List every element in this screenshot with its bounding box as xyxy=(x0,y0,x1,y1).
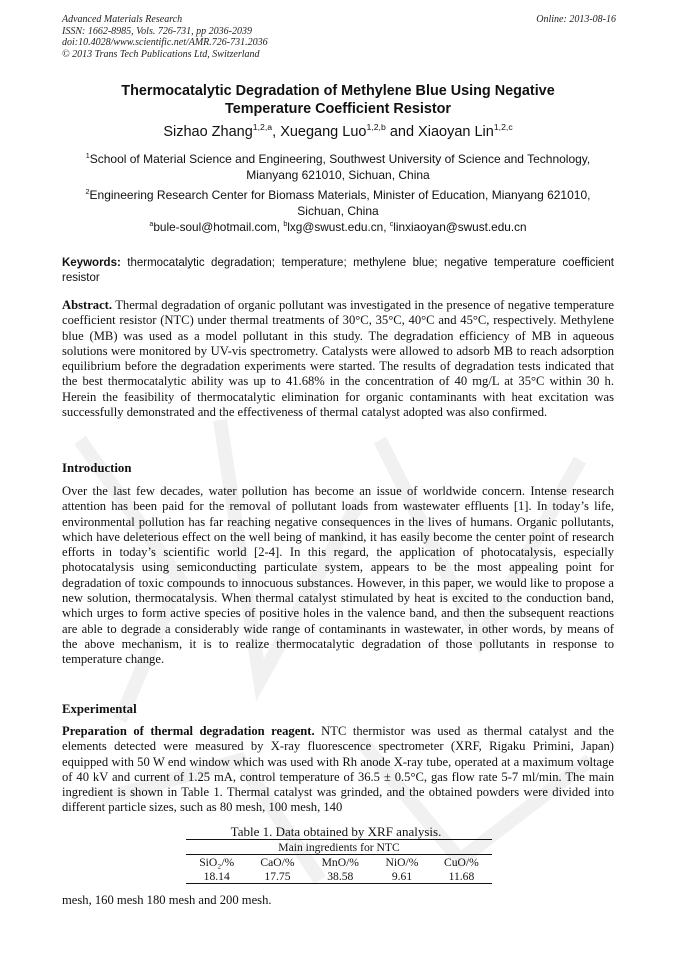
author-separator-2: and xyxy=(385,123,419,140)
keywords-text: thermocatalytic degradation; temperature; methylene blue; negative temperature coefficient resistor xyxy=(62,257,614,284)
introduction-heading: Introduction xyxy=(62,461,132,475)
table-1-caption: Table 1. Data obtained by XRF analysis. xyxy=(230,824,442,839)
issn: ISSN: 1662-8985, Vols. 726-731, pp 2036-2039 xyxy=(62,25,252,37)
email-a: bule-soul@hotmail.com, xyxy=(153,220,284,234)
affiliation-1-number: 1 xyxy=(85,151,90,160)
table-header-cell: CuO/% xyxy=(444,855,479,869)
table-value-cell: 17.75 xyxy=(247,869,307,884)
affiliation-1-line-1: School of Material Science and Engineering, Southwest University of Science and Technology, xyxy=(89,152,591,166)
author-1-sup: 1,2,a xyxy=(252,122,273,132)
table-header-cell: CaO/% xyxy=(260,855,295,869)
title-line-1: Thermocatalytic Degradation of Methylene Blue Using Negative xyxy=(121,83,555,99)
abstract-text: Thermal degradation of organic pollutant was investigated in the presence of negative temperature coefficient resistor (NTC) under thermal treatments of 30°C, 35°C, 40°C and 45°C, respectively. Methylene blue (MB) was used as a model pollutant in this study. The degradation efficiency of MB in aqueous solutions were monitored by UV-vis spectrometry. Catalysts were allowed to adsorb MB to reach adsorption equilibrium before the degradation experiments were started. The results of degradation tests indicated that the best thermocatalytic ability was up to 41.68% in the concentration of 40 mg/L at 35°C within 30 h. Herein the feasibility of thermocatalytic elimination for organic contaminants with heat excitation was successfully demonstrated and the effectiveness of thermal catalyst adopted was also confirmed. xyxy=(62,298,614,420)
email-a-sup: a xyxy=(149,220,154,229)
table-value-cell: 11.68 xyxy=(431,869,492,884)
table-header-cell: SiO₂/% xyxy=(199,855,235,869)
affiliation-1 xyxy=(62,148,614,183)
author-3-name: Xiaoyan Lin xyxy=(418,123,494,140)
preparation-label: Preparation of thermal degradation reagent. xyxy=(62,724,315,738)
table-header-cell: NiO/% xyxy=(385,855,419,869)
journal-header xyxy=(62,14,622,60)
email-b-sup: b xyxy=(283,220,288,229)
author-3-sup: 1,2,c xyxy=(493,122,513,132)
table-1-value-row xyxy=(186,869,492,884)
table-value-cell: 18.14 xyxy=(186,869,247,884)
keywords xyxy=(62,256,614,285)
preparation-text: NTC thermistor was used as thermal catalyst and the elements detected were measured by X-ray fluorescence spectrometer (XRF, Rigaku Primini, Japan) equipped with 50 W end window which was used with Rh anode X-ray tube, operated at a maximum voltage of 40 kV and current of 1.25 mA, control temperature of 36.5 ± 0.5°C, gas flow rate 5-7 ml/min. The main ingredient is shown in Table 1. Thermal catalyst was grinded, and the obtained powders were divided into different particle sizes, such as 80 mesh, 100 mesh, 140 xyxy=(62,724,614,815)
author-1-name: Sizhao Zhang xyxy=(163,123,253,140)
paper-title xyxy=(62,82,614,118)
doi: doi:10.4028/www.scientific.net/AMR.726-731.2036 xyxy=(62,37,268,49)
email-b: lxg@swust.edu.cn, xyxy=(287,220,390,234)
table-header-cell: MnO/% xyxy=(321,855,359,869)
author-2-sup: 1,2,b xyxy=(366,122,386,132)
affiliation-1-line-2: Mianyang 621010, Sichuan, China xyxy=(246,168,430,182)
table-value-cell: 38.58 xyxy=(307,869,373,884)
table-value-cell: 9.61 xyxy=(373,869,431,884)
online-date: Online: 2013-08-16 xyxy=(536,14,616,25)
affiliation-2-line-1: Engineering Research Center for Biomass Materials, Minister of Education, Mianyang 621010, xyxy=(89,188,591,202)
author-2-name: Xuegang Luo xyxy=(280,123,367,140)
journal-name: Advanced Materials Research xyxy=(62,14,183,25)
author-list xyxy=(62,122,614,140)
introduction-text: Over the last few decades, water pollution has become an issue of worldwide concern. Intense research attention has been paid for the removal of pollutant loads from wastewater effluents [1]. In today’s life, environmental pollution has far reaching negative consequences in the lives of humans. Organic pollutants, which have deleterious effect on the well being of mankind, it has easily become the center point of research efforts in today’s scientific world [2-4]. In this regard, the application of photocatalysis, especially photocatalysis using semiconducting particulate system, appears to be the most appealing point for degradation of toxic compounds to innocuous substances. However, in this paper, we would like to propose a new solution, thermocatalysis. When thermal catalyst stimulated by heat is excited to the conduction band, which urges to form active species of positive holes in the valence band, and then the subsequent reactions are able to degrade a considerably wide range of contaminants in wastewater, in other words, by means of the above mechanism, it is to realize thermocatalytic degradation of those pollutants in response to temperature change. xyxy=(62,484,614,667)
affiliation-2-number: 2 xyxy=(85,187,90,196)
preparation-paragraph xyxy=(62,724,614,816)
email-c-sup: c xyxy=(389,220,394,229)
table-1-group-header: Main ingredients for NTC xyxy=(186,840,492,855)
email-c: linxiaoyan@swust.edu.cn xyxy=(393,220,527,234)
abstract xyxy=(62,298,614,420)
table-1-header-row xyxy=(186,855,492,870)
affiliation-2 xyxy=(62,184,614,219)
table-1 xyxy=(186,839,492,884)
abstract-label: Abstract. xyxy=(62,298,113,312)
author-emails xyxy=(62,220,614,234)
affiliation-2-line-2: Sichuan, China xyxy=(297,204,379,218)
preparation-continuation: mesh, 160 mesh 180 mesh and 200 mesh. xyxy=(62,893,272,907)
experimental-heading: Experimental xyxy=(62,702,137,716)
copyright: © 2013 Trans Tech Publications Ltd, Switzerland xyxy=(62,48,260,60)
author-separator-1: , xyxy=(272,123,281,140)
title-line-2: Temperature Coefficient Resistor xyxy=(224,101,452,117)
keywords-label: Keywords: xyxy=(62,257,121,269)
